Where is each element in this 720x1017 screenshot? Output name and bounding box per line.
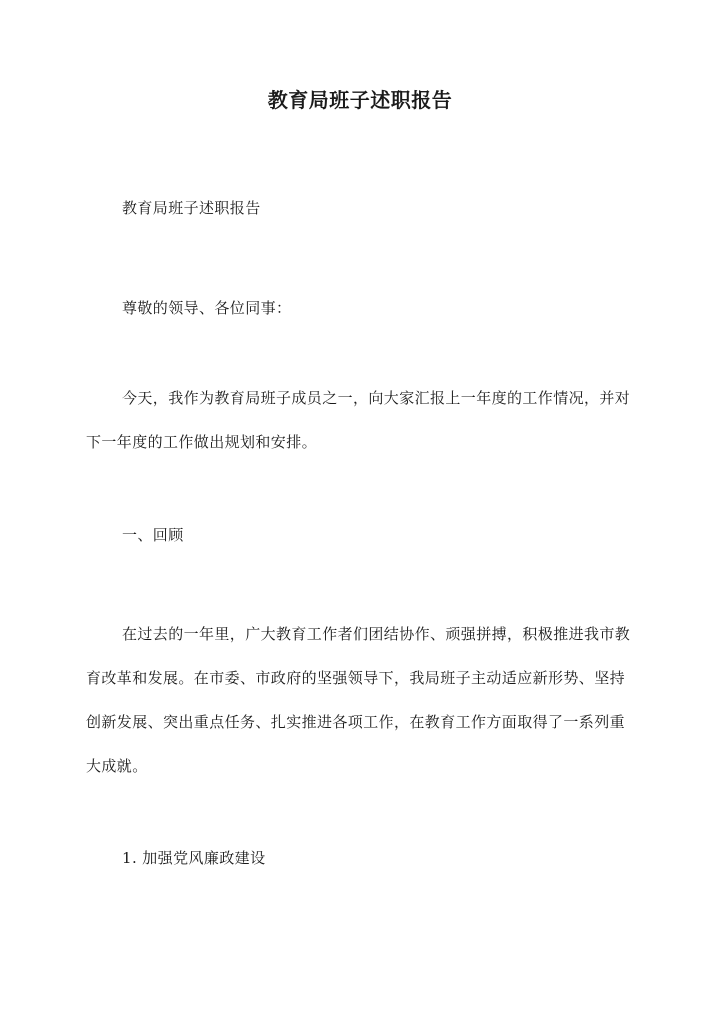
subsection-heading-party-conduct: 1. 加强党风廉政建设 [122,849,266,867]
section-heading-review: 一、回顾 [122,526,184,544]
document-title: 教育局班子述职报告 [267,88,453,112]
paragraph-introduction: 今天，我作为教育局班子成员之一，向大家汇报上一年度的工作情况，并对下一年度的工作做出规划和安排。 [86,389,631,451]
paragraph-report-heading: 教育局班子述职报告 [122,199,261,217]
paragraph-salutation: 尊敬的领导、各位同事： [122,299,292,317]
paragraph-review-body: 在过去的一年里，广大教育工作者们团结协作、顽强拼搏，积极推进我市教育改革和发展。在市委、市政府的坚强领导下，我局班子主动适应新形势、坚持创新发展、突出重点任务、扎实推进各项工作，在教育工作方面取得了一系列重大成就。 [86,625,631,775]
